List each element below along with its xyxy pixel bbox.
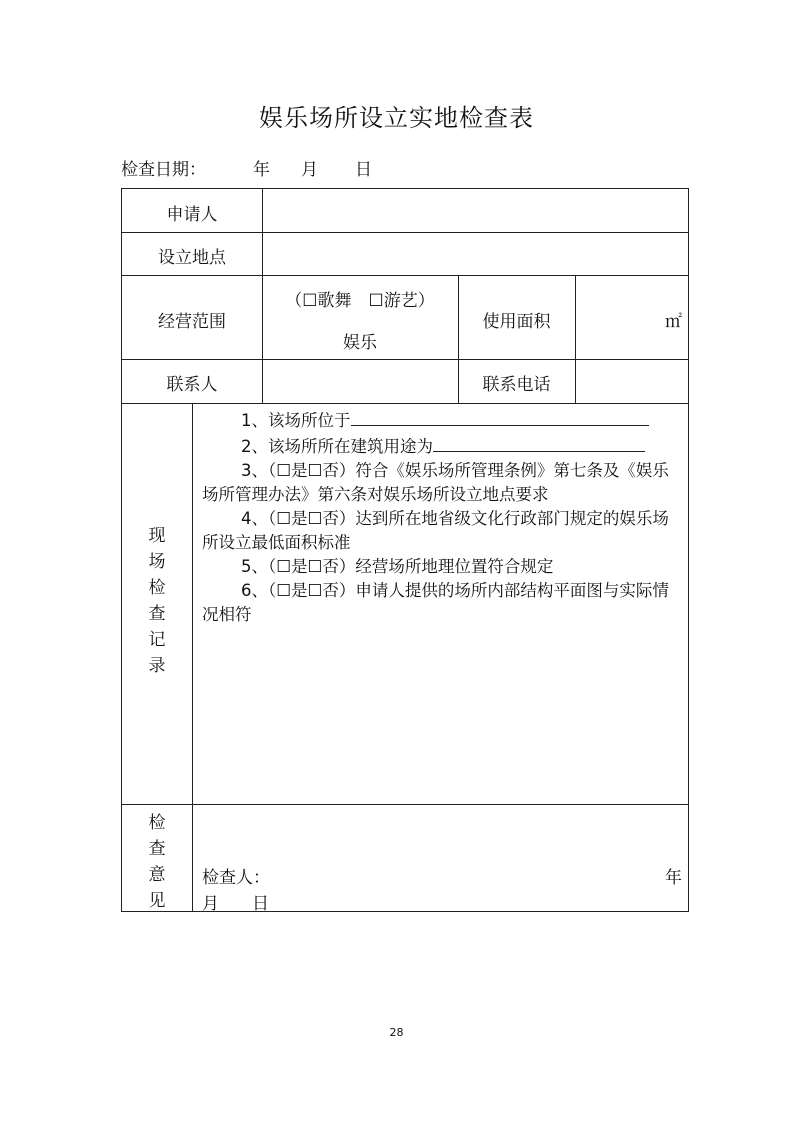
page-title: 娱乐场所设立实地检查表 <box>259 104 534 132</box>
inspection-table <box>121 188 689 912</box>
date-month-label: 月 <box>301 160 318 180</box>
phone-label: 联系电话 <box>482 375 551 395</box>
row-divider <box>122 359 689 360</box>
record-item: 5、（☐是☐否）经营场所地理位置符合规定 <box>241 557 554 576</box>
scope-options: （☐歌舞 ☐游艺） <box>285 291 435 311</box>
opinion-year-label: 年 <box>665 868 682 888</box>
record-item-text: 2、该场所所在建筑用途为 <box>241 437 433 456</box>
inspection-date-label: 检查日期： <box>121 160 206 180</box>
record-label-char: 记 <box>148 630 166 650</box>
column-divider <box>575 275 576 403</box>
inspection-date-line <box>121 155 372 180</box>
row-divider <box>122 232 689 233</box>
record-item <box>202 433 682 459</box>
date-year-label: 年 <box>253 160 270 180</box>
applicant-label: 申请人 <box>166 205 218 225</box>
inspector-label: 检查人： <box>202 868 270 888</box>
page-number: 28 <box>389 1026 404 1039</box>
record-label-char: 检 <box>148 578 166 598</box>
opinion-label-char: 查 <box>148 839 166 859</box>
row-divider <box>122 403 689 404</box>
opinion-label-char: 见 <box>148 891 166 911</box>
opinion-label-char: 意 <box>148 865 166 885</box>
opinion-label <box>147 810 167 914</box>
opinion-month-label: 月 <box>202 894 219 914</box>
fill-in-line <box>351 407 649 426</box>
record-label-char: 场 <box>148 552 166 572</box>
area-unit: ㎡ <box>665 312 682 332</box>
record-label-char: 查 <box>148 604 166 624</box>
record-item: 6、（☐是☐否）申请人提供的场所内部结构平面图与实际情况相符 <box>202 581 669 624</box>
scope-label: 经营范围 <box>158 312 226 332</box>
record-item: 4、（☐是☐否）达到所在地省级文化行政部门规定的娱乐场所设立最低面积标准 <box>202 509 669 552</box>
record-item <box>202 407 682 433</box>
record-item: 3、（☐是☐否）符合《娱乐场所管理条例》第七条及《娱乐场所管理办法》第六条对娱乐场所设立地点要求 <box>202 461 669 504</box>
row-divider <box>122 804 689 805</box>
inspection-record <box>202 407 682 627</box>
contact-label: 联系人 <box>166 375 218 395</box>
record-item-text: 1、该场所位于 <box>241 411 351 430</box>
fill-in-line <box>433 433 645 452</box>
opinion-label-char: 检 <box>148 813 166 833</box>
record-label <box>147 523 167 679</box>
opinion-day-label: 日 <box>252 894 269 914</box>
record-label-char: 现 <box>148 526 166 546</box>
row-divider <box>122 275 689 276</box>
scope-suffix: 娱乐 <box>343 333 377 353</box>
column-divider <box>192 403 193 911</box>
date-day-label: 日 <box>355 160 372 180</box>
area-label: 使用面积 <box>482 312 551 332</box>
record-label-char: 录 <box>148 656 166 676</box>
location-label: 设立地点 <box>158 248 226 268</box>
